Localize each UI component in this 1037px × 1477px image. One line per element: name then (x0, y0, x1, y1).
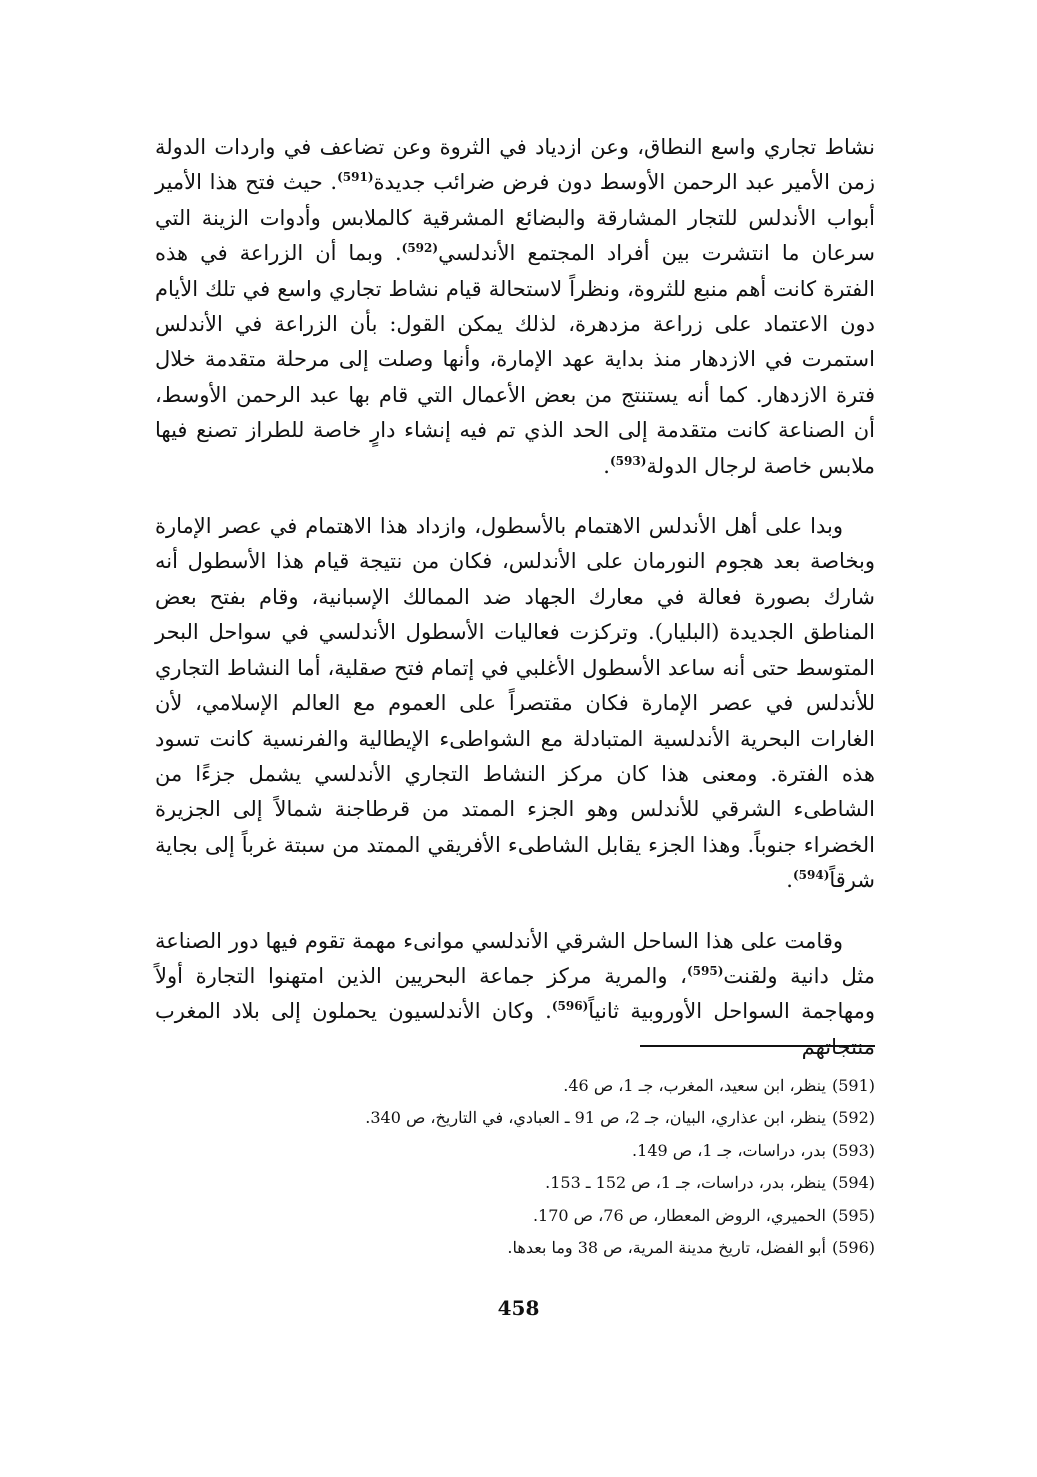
paragraph-text: . (603, 453, 610, 478)
paragraph-text: . وكان الأندلسيون يحملون إلى بلاد المغرب منتجاتهم (155, 999, 875, 1059)
paragraph-text: ، والمرية مركز جماعة البحريين الذين امتهنوا التجارة أولاً ومهاجمة السواحل الأوروبية ثانياً (155, 963, 875, 1024)
paragraph-text: . (786, 868, 793, 893)
footnotes (240, 1070, 875, 1264)
paragraph-text: . وبما أن الزراعة في هذه الفترة كانت أهم منبع للثروة، ونظراً لاستحالة قيام نشاط تجاري واسع في تلك الأيام دون الاعتماد على زراعة مزدهرة، لذلك يمكن القول: بأن الزراعة في الأندلس استمرت في الازدهار منذ بداية عهد الإمارة، وأنها وصلت إلى مرحلة متقدمة خلال فترة الازدهار. كما أنه يستنتج من بعض الأعمال التي قام بها عبد الرحمن الأوسط، أن الصناعة كانت متقدمة إلى الحد الذي تم فيه إنشاء دارٍ خاصة للطراز تصنع فيها ملابس خاصة لرجال الدولة (155, 241, 875, 478)
footnote-number: (591) (831, 1076, 875, 1095)
paragraph-text: وبدا على أهل الأندلس الاهتمام بالأسطول، وازداد هذا الاهتمام في عصر الإمارة وبخاصة بعد هجوم النورمان على الأندلس، فكان من نتيجة قيام هذا الأسطول أنه شارك بصورة فعالة في معارك الجهاد ضد الممالك الإسبانية، وقام بفتح بعض المناطق الجديدة (البليار). وتركزت فعاليات الأسطول الأندلسي في سواحل البحر المتوسط حتى أنه ساعد الأسطول الأغلبي في إتمام فتح صقلية، أما النشاط التجاري للأندلس في عصر الإمارة فكان مقتصراً على العموم مع العالم الإسلامي، لأن الغارات البحرية الأندلسية المتبادلة مع الشواطىء الإيطالية والفرنسية كانت تسود هذه الفترة. ومعنى هذا كان مركز النشاط التجاري الأندلسي يشمل جزءًا من الشاطىء الشرقي للأندلس وهو الجزء الممتد من قرطاجنة شمالاً إلى الجزيرة الخضراء جنوباً. وهذا الجزء يقابل الشاطىء الأفريقي الممتد من سبتة غرباً إلى بجاية شرقاً (155, 514, 875, 893)
footnote-text: الحميري، الروض المعطار، ص 76، ص 170. (532, 1205, 826, 1225)
footnote-text: ينظر، بدر، دراسات، جـ 1، ص 152 ـ 153. (545, 1173, 826, 1193)
paragraph-text: نشاط تجاري واسع النطاق، وعن ازدياد في الثروة وعن تضاعف في واردات الدولة زمن الأمير عبد الرحمن الأوسط دون فرض ضرائب جديدة (155, 135, 875, 195)
footnote (240, 1167, 875, 1199)
footnote-reference: (592) (401, 241, 439, 256)
footnote-reference: (595) (686, 963, 724, 978)
footnote-text: ينظر، ابن عذاري، البيان، جـ 2، ص 91 ـ العبادي، في التاريخ، ص 340. (365, 1108, 826, 1128)
footnote-text: بدر، دراسات، جـ 1، ص 149. (632, 1140, 826, 1160)
footnote-text: أبو الفضل، تاريخ مدينة المرية، ص 38 وما بعدها. (507, 1238, 826, 1258)
paragraph-text: . حيث فتح هذا الأمير أبواب الأندلس للتجار المشارقة والبضائع المشرقية كالملابس وأدوات الزينة التي سرعان ما انتشرت بين أفراد المجتمع الأندلسي (155, 170, 875, 266)
footnote-reference: (596) (551, 999, 589, 1014)
footnote-number: (593) (831, 1140, 875, 1160)
footnote-reference: (591) (337, 170, 374, 185)
footnote-number: (595) (831, 1205, 875, 1225)
page-number: 458 (497, 1296, 540, 1320)
paragraph-text: وقامت على هذا الساحل الشرقي الأندلسي موانىء مهمة تقوم فيها دور الصناعة مثل دانية ولقنت (155, 928, 875, 988)
main-text (155, 130, 875, 1065)
footnote (240, 1070, 875, 1102)
footnote-separator (640, 1045, 875, 1047)
paragraph (155, 130, 875, 484)
footnote-number: (596) (831, 1238, 875, 1258)
paragraph (155, 509, 875, 898)
footnote (240, 1232, 875, 1264)
footnote-reference: (593) (609, 453, 647, 468)
footnote-number: (594) (831, 1173, 875, 1193)
footnote-reference: (594) (792, 868, 830, 883)
paragraph (155, 924, 875, 1066)
footnote-number: (592) (831, 1108, 875, 1128)
footnote (240, 1135, 875, 1167)
footnote (240, 1200, 875, 1232)
footnote (240, 1102, 875, 1134)
footnote-text: ينظر، ابن سعيد، المغرب، جـ 1، ص 46. (563, 1076, 826, 1095)
